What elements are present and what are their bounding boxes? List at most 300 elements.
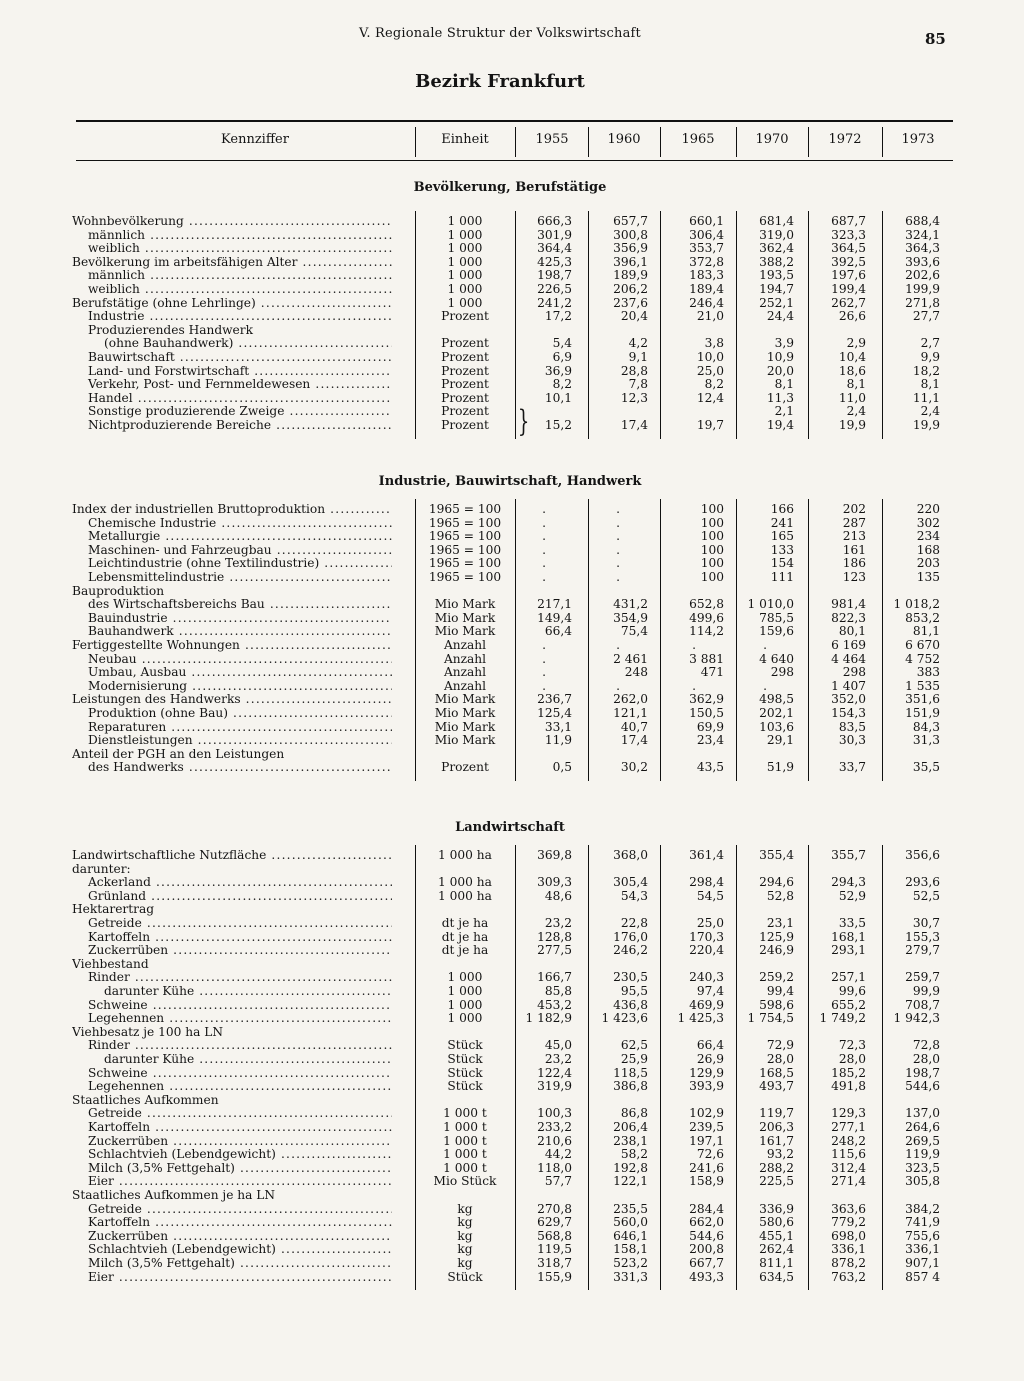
row-label: Milch (3,5% Fettgehalt) .....: [72, 1257, 392, 1271]
value-cell: 161,7: [759, 1133, 794, 1148]
value-cell: 230,5: [613, 970, 648, 985]
value-cell: 319,9: [537, 1079, 572, 1094]
value-cell: 336,1: [905, 1242, 940, 1257]
value-cell: 763,2: [831, 1269, 866, 1284]
value-cell: 8,1: [920, 377, 940, 392]
row-unit: Mio Mark: [434, 733, 496, 748]
value-cell: 33,1: [544, 719, 572, 734]
table-row: [0, 1230, 1024, 1244]
value-cell: 288,2: [759, 1160, 794, 1175]
value-cell: 189,4: [689, 282, 724, 296]
table-row: [0, 1243, 1024, 1257]
table-row: [0, 256, 1024, 270]
value-cell: 23,2: [544, 1052, 572, 1066]
value-cell: 155,3: [905, 929, 940, 944]
table-row: [0, 242, 1024, 256]
value-cell: 189,9: [613, 268, 648, 283]
value-cell: .: [542, 502, 546, 516]
value-cell: 235,5: [613, 1201, 648, 1216]
value-cell: 83,5: [838, 719, 866, 734]
table-row: [0, 653, 1024, 667]
table-row: [0, 1189, 1024, 1203]
value-cell: 257,1: [831, 970, 866, 985]
value-cell: 362,9: [689, 692, 724, 707]
value-cell: 85,8: [544, 984, 572, 998]
value-cell: 384,2: [905, 1201, 940, 1216]
value-cell: 2,4: [846, 404, 866, 419]
table-row: [0, 1216, 1024, 1230]
value-cell: 33,7: [838, 760, 866, 775]
value-cell: 119,5: [537, 1242, 572, 1257]
row-unit: 1 000 t: [443, 1147, 487, 1162]
value-cell: 6 169: [831, 638, 866, 652]
value-cell: 72,3: [838, 1038, 866, 1053]
value-cell: 857 4: [905, 1269, 940, 1284]
value-cell: 383: [916, 665, 940, 680]
header-column-rule: [515, 127, 516, 157]
row-label: des Wirtschaftsbereichs Bau .....: [72, 598, 392, 612]
header-year-1972: 1972: [828, 132, 862, 147]
value-cell: 491,8: [831, 1079, 866, 1094]
value-cell: .: [542, 515, 546, 530]
value-cell: 8,1: [774, 377, 794, 392]
value-cell: .: [616, 678, 620, 693]
section-column-rule: [588, 211, 589, 439]
row-unit: Prozent: [441, 418, 489, 432]
value-cell: 100: [700, 570, 724, 584]
value-cell: 202,6: [905, 268, 940, 283]
header-column-rule: [415, 127, 416, 157]
value-cell: 122,4: [537, 1065, 572, 1080]
value-cell: 262,4: [759, 1242, 794, 1257]
value-cell: 236,7: [537, 692, 572, 707]
row-label: Grünland .....: [72, 890, 392, 904]
table-row: [0, 1135, 1024, 1149]
row-label: Metallurgie .....: [72, 530, 392, 544]
row-label: (ohne Bauhandwerk) .....: [72, 337, 392, 351]
row-label: Rinder .....: [72, 971, 392, 985]
value-cell: 259,7: [905, 970, 940, 985]
value-cell: 248: [624, 665, 648, 680]
row-label: Getreide .....: [72, 1107, 392, 1121]
value-cell: 233,2: [537, 1120, 572, 1134]
value-cell: 9,1: [628, 350, 648, 364]
table-row: [0, 503, 1024, 517]
value-cell: 168,5: [759, 1065, 794, 1080]
value-cell: 687,7: [831, 214, 866, 228]
value-cell: 393,6: [905, 254, 940, 269]
table-row: [0, 517, 1024, 531]
value-cell: 318,7: [537, 1256, 572, 1270]
table-row: [0, 392, 1024, 406]
header-year-1960: 1960: [607, 132, 641, 147]
value-cell: 158,1: [613, 1242, 648, 1257]
row-unit: 1 000: [447, 1011, 483, 1026]
value-cell: 170,3: [689, 929, 724, 944]
value-cell: 165: [770, 529, 794, 544]
section-title: Industrie, Bauwirtschaft, Handwerk: [378, 474, 642, 489]
value-cell: 100: [700, 556, 724, 571]
value-cell: .: [542, 678, 546, 693]
table-row: [0, 419, 1024, 433]
row-unit: Mio Mark: [434, 719, 496, 734]
section-column-rule: [415, 499, 416, 781]
table-row: [0, 1257, 1024, 1271]
row-label: Leichtindustrie (ohne Textilindustrie) .....: [72, 557, 392, 571]
value-cell: 118,5: [613, 1065, 648, 1080]
row-label: darunter:: [72, 862, 131, 876]
table-row: [0, 903, 1024, 917]
row-label: Reparaturen .....: [72, 721, 392, 735]
table-top-rule: [76, 120, 953, 122]
value-cell: 20,4: [620, 309, 648, 324]
value-cell: 262,7: [831, 295, 866, 310]
value-cell: 121,1: [613, 706, 648, 720]
value-cell: 323,5: [905, 1160, 940, 1175]
row-unit: Anzahl: [443, 651, 487, 666]
table-row: [0, 721, 1024, 735]
value-cell: 154,3: [831, 706, 866, 720]
row-label: Dienstleistungen .....: [72, 734, 392, 748]
value-cell: 166: [770, 502, 794, 516]
value-cell: 6 670: [905, 638, 940, 652]
value-cell: 499,6: [689, 610, 724, 625]
value-cell: 4 640: [759, 651, 794, 666]
row-unit: Prozent: [441, 760, 489, 775]
value-cell: 544,6: [905, 1079, 940, 1094]
value-cell: 300,8: [613, 227, 648, 242]
value-cell: 58,2: [620, 1147, 648, 1162]
row-unit: 1 000 t: [443, 1106, 487, 1121]
table-row: [0, 849, 1024, 863]
value-cell: 197,1: [689, 1133, 724, 1148]
value-cell: 30,3: [838, 733, 866, 748]
value-cell: 469,9: [689, 997, 724, 1012]
value-cell: 309,3: [537, 875, 572, 890]
table-row: [0, 557, 1024, 571]
value-cell: 25,0: [696, 916, 724, 930]
row-unit: dt je ha: [441, 929, 489, 944]
row-unit: kg: [457, 1242, 473, 1257]
value-cell: 81,1: [912, 624, 940, 639]
value-cell: 3,9: [774, 336, 794, 351]
table-row: [0, 530, 1024, 544]
value-cell: .: [692, 638, 696, 652]
value-cell: 0,5: [552, 760, 572, 775]
row-label: Anteil der PGH an den Leistungen: [72, 747, 285, 761]
value-cell: 125,9: [759, 929, 794, 944]
value-cell: 99,9: [912, 984, 940, 998]
page-title: Bezirk Frankfurt: [415, 71, 585, 92]
section-column-rule: [588, 499, 589, 781]
value-cell: 361,4: [689, 848, 724, 862]
value-cell: 11,9: [544, 733, 572, 748]
row-unit: dt je ha: [441, 916, 489, 930]
value-cell: 455,1: [759, 1228, 794, 1243]
row-unit: Mio Mark: [434, 624, 496, 639]
value-cell: 1 182,9: [525, 1011, 572, 1026]
value-cell: 95,5: [620, 984, 648, 998]
value-cell: 122,1: [613, 1174, 648, 1189]
row-unit: 1 000: [447, 282, 483, 296]
value-cell: 154: [770, 556, 794, 571]
value-cell: 12,4: [696, 390, 724, 405]
value-cell: 23,2: [544, 916, 572, 930]
row-unit: 1 000 ha: [438, 875, 492, 890]
value-cell: 372,8: [689, 254, 724, 269]
value-cell: 241,2: [537, 295, 572, 310]
row-label: Bauhandwerk .....: [72, 625, 392, 639]
value-cell: 26,6: [838, 309, 866, 324]
row-label: Getreide .....: [72, 917, 392, 931]
value-cell: .: [616, 570, 620, 584]
row-label: männlich .....: [72, 229, 392, 243]
header-year-1973: 1973: [901, 132, 935, 147]
running-head: V. Regionale Struktur der Volkswirtschaft: [359, 26, 641, 41]
value-cell: 568,8: [537, 1228, 572, 1243]
row-label: Legehennen .....: [72, 1080, 392, 1094]
table-row: [0, 1203, 1024, 1217]
row-label: Bauindustrie .....: [72, 612, 392, 626]
table-row: [0, 734, 1024, 748]
row-unit: Stück: [447, 1065, 483, 1080]
value-cell: 166,7: [537, 970, 572, 985]
row-label: Ackerland .....: [72, 876, 392, 890]
row-label: Maschinen- und Fahrzeugbau .....: [72, 544, 392, 558]
value-cell: 36,9: [544, 363, 572, 378]
value-cell: .: [616, 638, 620, 652]
row-label: Kartoffeln .....: [72, 1216, 392, 1230]
value-cell: 369,8: [537, 848, 572, 862]
value-cell: 43,5: [696, 760, 724, 775]
value-cell: 35,5: [912, 760, 940, 775]
value-cell: 354,9: [613, 610, 648, 625]
table-row: [0, 761, 1024, 775]
table-row: [0, 863, 1024, 877]
row-unit: Stück: [447, 1079, 483, 1094]
row-unit: Mio Mark: [434, 597, 496, 612]
value-cell: 241,6: [689, 1160, 724, 1175]
value-cell: 279,7: [905, 943, 940, 958]
row-label: Viehbesatz je 100 ha LN: [72, 1025, 224, 1039]
table-row: [0, 1012, 1024, 1026]
value-cell: .: [542, 638, 546, 652]
value-cell: 294,3: [831, 875, 866, 890]
value-cell: 364,3: [905, 241, 940, 256]
value-cell: 356,9: [613, 241, 648, 256]
value-cell: 86,8: [620, 1106, 648, 1121]
value-cell: 662,0: [689, 1215, 724, 1230]
value-cell: 27,7: [912, 309, 940, 324]
value-cell: 99,6: [838, 984, 866, 998]
value-cell: 72,8: [912, 1038, 940, 1053]
value-cell: 158,9: [689, 1174, 724, 1189]
value-cell: 323,3: [831, 227, 866, 242]
value-cell: 44,2: [544, 1147, 572, 1162]
value-cell: 241: [770, 515, 794, 530]
value-cell: 453,2: [537, 997, 572, 1012]
value-cell: .: [616, 556, 620, 571]
value-cell: 33,5: [838, 916, 866, 930]
value-cell: 186: [842, 556, 866, 571]
page-number: 85: [925, 30, 946, 48]
value-cell: 240,3: [689, 970, 724, 985]
value-cell: 206,4: [613, 1120, 648, 1134]
row-unit: Anzahl: [443, 638, 487, 652]
value-cell: .: [616, 529, 620, 544]
value-cell: 66,4: [696, 1038, 724, 1053]
value-cell: 396,1: [613, 254, 648, 269]
row-unit: 1965 = 100: [428, 570, 502, 584]
row-label: Milch (3,5% Fettgehalt) .....: [72, 1162, 392, 1176]
value-cell: 523,2: [613, 1256, 648, 1270]
value-cell: 301,9: [537, 227, 572, 242]
value-cell: 128,8: [537, 929, 572, 944]
section-column-rule: [808, 845, 809, 1290]
value-cell: 246,4: [689, 295, 724, 310]
row-label: Berufstätige (ohne Lehrlinge) .....: [72, 297, 392, 311]
header-year-1965: 1965: [681, 132, 715, 147]
value-cell: 298,4: [689, 875, 724, 890]
value-cell: 336,9: [759, 1201, 794, 1216]
section-column-rule: [736, 499, 737, 781]
table-row: [0, 944, 1024, 958]
row-unit: 1 000: [447, 214, 483, 228]
value-cell: .: [542, 570, 546, 584]
value-cell: 356,6: [905, 848, 940, 862]
value-cell: 646,1: [613, 1228, 648, 1243]
value-cell: 493,7: [759, 1079, 794, 1094]
header-column-rule: [588, 127, 589, 157]
value-cell: 1 010,0: [747, 597, 794, 612]
value-cell: 271,4: [831, 1174, 866, 1189]
section-column-rule: [882, 211, 883, 439]
value-cell: 246,2: [613, 943, 648, 958]
row-unit: 1 000 ha: [438, 848, 492, 862]
value-cell: 8,2: [704, 377, 724, 392]
section-column-rule: [660, 845, 661, 1290]
value-cell: 878,2: [831, 1256, 866, 1270]
table-row: [0, 612, 1024, 626]
row-label: Produktion (ohne Bau) .....: [72, 707, 392, 721]
table-row: [0, 571, 1024, 585]
table-row: [0, 985, 1024, 999]
value-cell: 20,0: [766, 363, 794, 378]
value-cell: 25,0: [696, 363, 724, 378]
value-cell: 4 752: [905, 651, 940, 666]
row-label: Modernisierung .....: [72, 680, 392, 694]
value-cell: 17,4: [620, 733, 648, 748]
value-cell: 237,6: [613, 295, 648, 310]
value-cell: 31,3: [912, 733, 940, 748]
value-cell: 324,1: [905, 227, 940, 242]
value-cell: 3 881: [689, 651, 724, 666]
row-unit: 1 000: [447, 997, 483, 1012]
table-row: [0, 958, 1024, 972]
value-cell: 1 423,6: [601, 1011, 648, 1026]
row-label: Zuckerrüben .....: [72, 1230, 392, 1244]
row-unit: Prozent: [441, 309, 489, 324]
value-cell: 270,8: [537, 1201, 572, 1216]
value-cell: .: [542, 529, 546, 544]
value-cell: 176,0: [613, 929, 648, 944]
value-cell: 23,4: [696, 733, 724, 748]
row-label: Umbau, Ausbau .....: [72, 666, 392, 680]
value-cell: 5,4: [552, 336, 572, 351]
table-row: [0, 1175, 1024, 1189]
row-unit: 1 000: [447, 295, 483, 310]
row-label: Wohnbevölkerung .....: [72, 215, 392, 229]
value-cell: 54,3: [620, 888, 648, 903]
value-cell: 100: [700, 502, 724, 516]
value-cell: 10,4: [838, 350, 866, 364]
value-cell: 217,1: [537, 597, 572, 612]
row-label: Kartoffeln .....: [72, 1121, 392, 1135]
value-cell: 1 754,5: [747, 1011, 794, 1026]
value-cell: 80,1: [838, 624, 866, 639]
value-cell: 238,1: [613, 1133, 648, 1148]
value-cell: 785,5: [759, 610, 794, 625]
row-label: weiblich .....: [72, 283, 392, 297]
table-row: [0, 1067, 1024, 1081]
value-cell: 822,3: [831, 610, 866, 625]
value-cell: 30,7: [912, 916, 940, 930]
row-label: Staatliches Aufkommen: [72, 1093, 219, 1107]
value-cell: .: [763, 678, 767, 693]
table-row: [0, 639, 1024, 653]
value-cell: 202,1: [759, 706, 794, 720]
table-row: [0, 365, 1024, 379]
value-cell: 28,0: [838, 1052, 866, 1066]
value-cell: 17,4: [620, 418, 648, 432]
section-column-rule: [415, 845, 416, 1290]
table-row: [0, 1080, 1024, 1094]
row-unit: dt je ha: [441, 943, 489, 958]
value-cell: 19,7: [696, 418, 724, 432]
section-column-rule: [415, 211, 416, 439]
value-cell: 200,8: [689, 1242, 724, 1257]
value-cell: 353,7: [689, 241, 724, 256]
value-cell: 114,2: [689, 624, 724, 639]
value-cell: 185,2: [831, 1065, 866, 1080]
table-row: [0, 310, 1024, 324]
value-cell: 52,5: [912, 888, 940, 903]
row-label: Industrie .....: [72, 310, 392, 324]
table-row: [0, 625, 1024, 639]
value-cell: 28,0: [912, 1052, 940, 1066]
section-column-rule: [515, 499, 516, 781]
value-cell: 364,5: [831, 241, 866, 256]
value-cell: 4,2: [628, 336, 648, 351]
value-cell: 312,4: [831, 1160, 866, 1175]
row-unit: 1965 = 100: [428, 542, 502, 557]
section-column-rule: [736, 211, 737, 439]
value-cell: 629,7: [537, 1215, 572, 1230]
row-unit: 1 000 t: [443, 1120, 487, 1134]
table-row: [0, 405, 1024, 419]
value-cell: 362,4: [759, 241, 794, 256]
row-label: Eier .....: [72, 1175, 392, 1189]
value-cell: 355,4: [759, 848, 794, 862]
row-unit: 1965 = 100: [428, 515, 502, 530]
value-cell: 363,6: [831, 1201, 866, 1216]
row-unit: kg: [457, 1215, 473, 1230]
value-cell: 10,9: [766, 350, 794, 364]
value-cell: 198,7: [905, 1065, 940, 1080]
value-cell: 8,2: [552, 377, 572, 392]
value-cell: 8,1: [846, 377, 866, 392]
row-unit: 1 000: [447, 268, 483, 283]
